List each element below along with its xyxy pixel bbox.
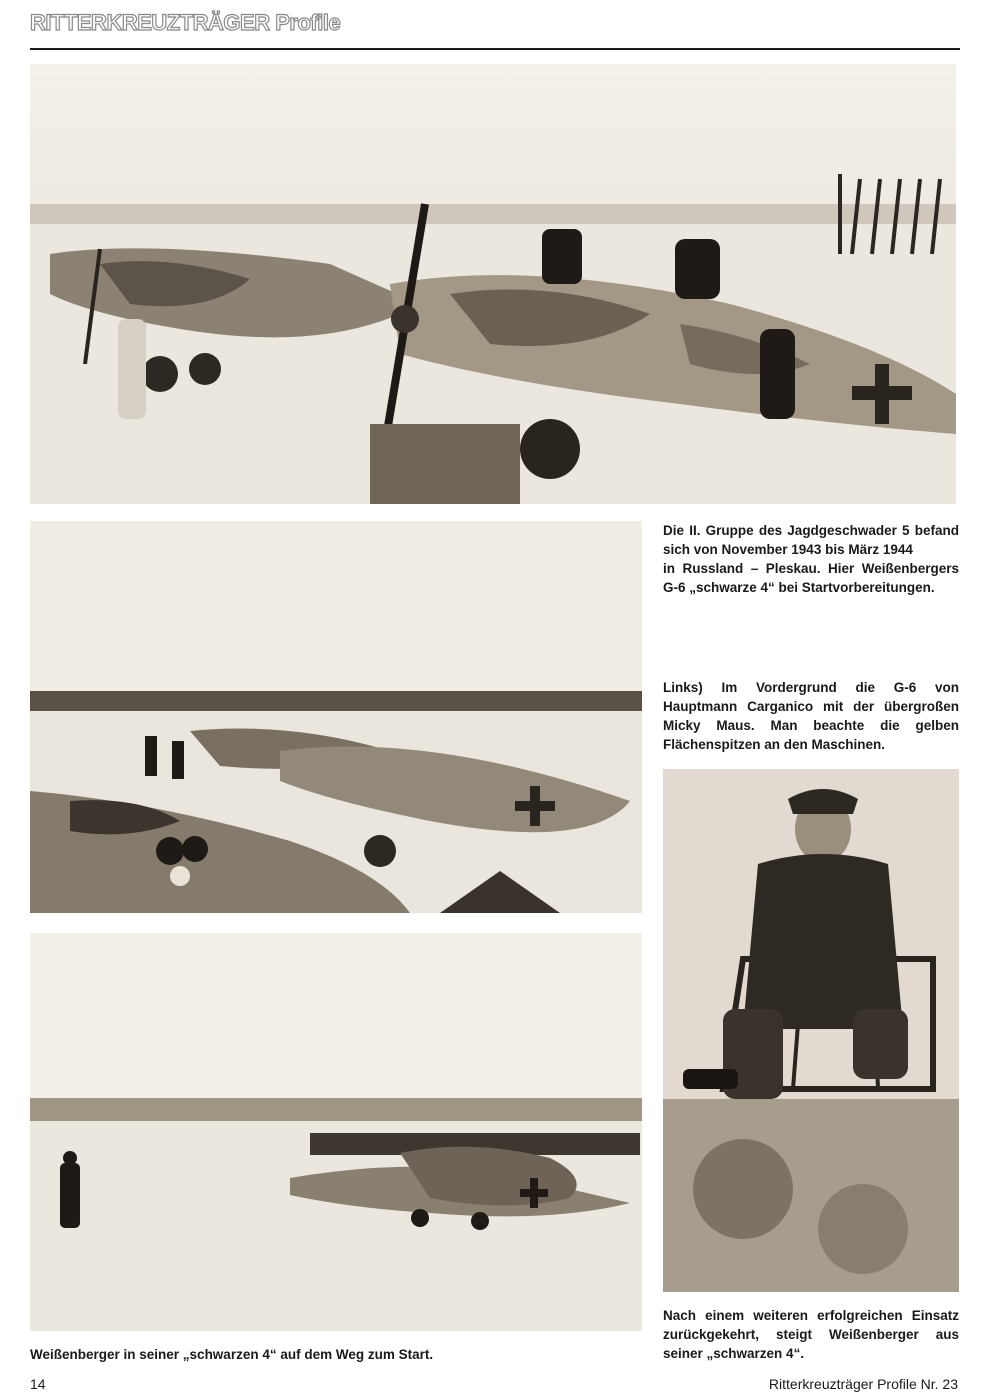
caption-top-right-line-2: in Russland – Pleskau. Hier Weißenbergers G-6 „schwarze 4“ bei Startvorbereitungen. [663,561,959,595]
caption-bottom-left [30,1345,642,1364]
header-rule [30,48,960,50]
caption-bottom-right [663,1306,959,1363]
photo-pilot-cockpit [663,769,959,1292]
page-number: 14 [30,1376,46,1392]
caption-middle-right-text: Links) Im Vordergrund die G-6 von Hauptmann Carganico mit der übergroßen Micky Maus. Man beachte die gelben Flächenspitzen an den Maschinen. [663,680,959,752]
caption-top-right [663,521,959,597]
caption-bottom-left-text: Weißenberger in seiner „schwarzen 4“ auf dem Weg zum Start. [30,1347,434,1362]
running-header: RITTERKREUZTRÄGER Profile [30,10,341,35]
photo-aircraft-lineup-micky-maus [30,521,642,913]
photo-taxiing-aircraft [30,933,642,1331]
publication-footer: Ritterkreuzträger Profile Nr. 23 [768,1376,958,1392]
caption-top-right-line-1: Die II. Gruppe des Jagdgeschwader 5 befand sich von November 1943 bis März 1944 [663,523,959,557]
photo-aircraft-preparation [30,64,956,504]
caption-middle-right [663,678,959,754]
caption-bottom-right-text: Nach einem weiteren erfolgreichen Einsatz zurückgekehrt, steigt Weißenberger aus seiner „schwarzen 4“. [663,1308,959,1361]
